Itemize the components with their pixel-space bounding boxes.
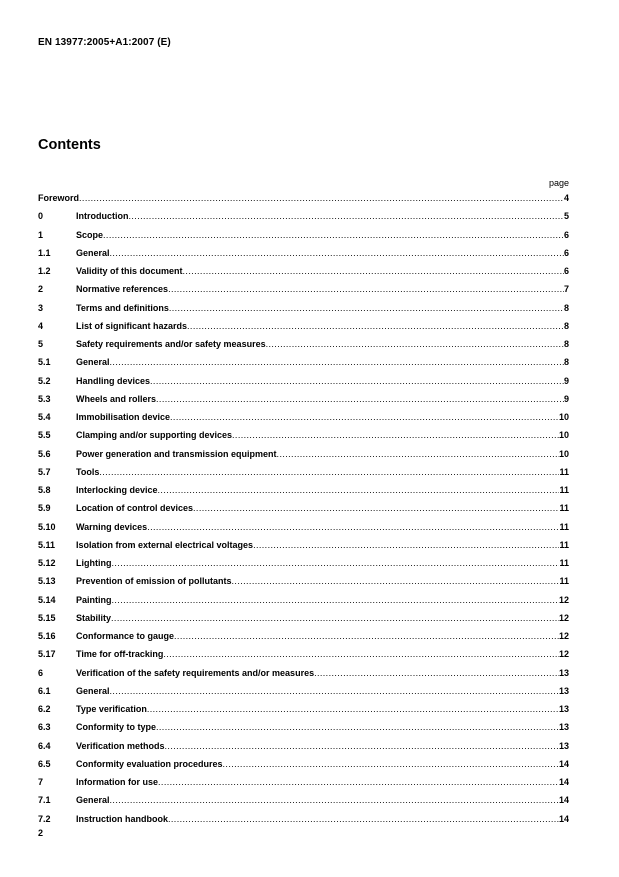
toc-entry-page: 6 (563, 266, 569, 276)
toc-entry-page: 9 (563, 375, 569, 386)
toc-entry-page: 13 (558, 667, 569, 678)
toc-entry-page: 14 (558, 795, 569, 806)
toc-entry-title: Wheels and rollers (76, 393, 157, 404)
toc-entry-number: 6.5 (38, 758, 51, 769)
toc-entry[interactable] (38, 412, 569, 430)
toc-entry-number: 1.1 (38, 247, 51, 258)
dot-leader (314, 668, 559, 678)
toc-entry-page: 12 (558, 594, 569, 605)
toc-entry[interactable] (38, 759, 569, 777)
toc-entry-title: Painting (76, 594, 112, 605)
toc-entry-page: 8 (563, 302, 569, 313)
toc-entry-page: 6 (563, 247, 569, 258)
toc-entry[interactable] (38, 777, 569, 795)
toc-entry-number: 7 (38, 777, 44, 787)
toc-entry[interactable] (38, 613, 569, 631)
toc-entry-title: Interlocking device (76, 485, 158, 495)
toc-entry-title: Scope (76, 229, 104, 240)
toc-entry-title: General (76, 357, 110, 368)
toc-entry-page: 14 (558, 813, 569, 824)
dot-leader (112, 558, 560, 568)
table-of-contents (38, 193, 569, 832)
toc-entry-page: 11 (559, 539, 569, 550)
toc-entry-number: 5.5 (38, 430, 51, 441)
toc-entry-page: 9 (563, 393, 569, 404)
toc-entry-number: 6 (38, 667, 44, 678)
toc-entry-number: 6.2 (38, 704, 51, 714)
document-header: EN 13977:2005+A1:2007 (E) (38, 37, 171, 48)
dot-leader (232, 430, 559, 440)
toc-entry-number: 7.2 (38, 813, 51, 824)
toc-entry-title: Conformity to type (76, 722, 156, 733)
toc-entry-title: General (76, 247, 110, 258)
toc-entry-number: 2 (38, 284, 44, 295)
toc-entry-title: Power generation and transmission equipment (76, 448, 277, 459)
page-title: Contents (38, 137, 101, 153)
toc-entry[interactable] (38, 522, 569, 540)
toc-entry-number: 5.7 (38, 466, 51, 477)
toc-entry-page: 12 (558, 612, 569, 623)
dot-leader (156, 722, 559, 732)
dot-leader (158, 485, 560, 495)
toc-entry-page: 11 (559, 558, 569, 568)
toc-entry-number: 5.3 (38, 393, 51, 404)
toc-entry-number: 5.8 (38, 485, 51, 495)
dot-leader (112, 595, 559, 605)
toc-entry[interactable] (38, 303, 569, 321)
toc-entry-title: Safety requirements and/or safety measures (76, 339, 266, 349)
toc-entry-title: Warning devices (76, 521, 148, 532)
toc-entry-title: Instruction handbook (76, 813, 168, 824)
toc-entry-page: 11 (559, 485, 569, 495)
dot-leader (187, 321, 564, 331)
dot-leader (169, 303, 564, 313)
toc-entry-title: General (76, 685, 110, 696)
toc-entry[interactable] (38, 540, 569, 558)
toc-entry-page: 12 (558, 631, 569, 641)
toc-entry-title: Verification of the safety requirements and/or measures (76, 667, 315, 678)
toc-entry[interactable] (38, 430, 569, 448)
toc-entry-number: 4 (38, 320, 44, 331)
toc-entry[interactable] (38, 722, 569, 740)
toc-entry-number: 5.1 (38, 357, 51, 368)
toc-entry-title: General (76, 795, 110, 806)
toc-entry[interactable] (38, 357, 569, 375)
toc-entry[interactable] (38, 394, 569, 412)
toc-entry-page: 14 (558, 777, 569, 787)
toc-entry-page: 13 (558, 740, 569, 751)
toc-entry[interactable] (38, 814, 569, 832)
toc-entry-title: Prevention of emission of pollutants (76, 576, 232, 587)
dot-leader (147, 522, 559, 532)
toc-entry[interactable] (38, 266, 569, 284)
toc-entry-page: 8 (563, 339, 569, 349)
toc-entry-number: 5.17 (38, 649, 56, 660)
toc-entry-page: 10 (558, 430, 569, 441)
toc-entry-number: 1.2 (38, 266, 51, 276)
dot-leader (110, 686, 559, 696)
toc-entry-page: 11 (559, 576, 569, 587)
dot-leader (147, 704, 559, 714)
toc-entry-page: 10 (558, 412, 569, 422)
toc-entry[interactable] (38, 686, 569, 704)
toc-entry[interactable] (38, 795, 569, 813)
toc-entry-number: 5.10 (38, 521, 56, 532)
toc-entry-title: Verification methods (76, 740, 165, 751)
toc-entry-page: 12 (558, 649, 569, 660)
toc-entry[interactable] (38, 503, 569, 521)
toc-entry-title: Lighting (76, 558, 112, 568)
toc-entry-number: 0 (38, 211, 44, 222)
toc-entry[interactable] (38, 485, 569, 503)
dot-leader (110, 795, 559, 805)
dot-leader (111, 613, 559, 623)
toc-entry[interactable] (38, 649, 569, 667)
dot-leader (150, 376, 564, 386)
toc-entry-number: 5.14 (38, 594, 56, 605)
toc-entry-title: Clamping and/or supporting devices (76, 430, 233, 441)
dot-leader (129, 211, 564, 221)
toc-entry-title: Conformity evaluation procedures (76, 758, 223, 769)
toc-entry[interactable] (38, 321, 569, 339)
toc-entry[interactable] (38, 467, 569, 485)
dot-leader (99, 467, 559, 477)
toc-entry-title: List of significant hazards (76, 320, 188, 331)
toc-entry-title: Normative references (76, 284, 169, 295)
toc-entry-number: 7.1 (38, 795, 51, 806)
dot-leader (165, 741, 559, 751)
page-number: 2 (38, 828, 44, 838)
toc-entry-page: 10 (558, 448, 569, 459)
dot-leader (168, 284, 564, 294)
toc-entry-number: 6.3 (38, 722, 51, 733)
toc-entry-page: 8 (563, 357, 569, 368)
toc-entry-title: Isolation from external electrical voltages (76, 539, 254, 550)
dot-leader (110, 248, 564, 258)
toc-entry-title: Location of control devices (76, 503, 194, 514)
toc-entry-page: 13 (558, 704, 569, 714)
toc-entry[interactable] (38, 576, 569, 594)
toc-entry-page: 11 (559, 466, 569, 477)
toc-entry-number: 5.16 (38, 631, 56, 641)
toc-entry-number: 5.11 (38, 539, 56, 550)
toc-entry-page: 11 (559, 521, 569, 532)
dot-leader (79, 193, 564, 203)
toc-entry-number: 5.13 (38, 576, 56, 587)
dot-leader (232, 576, 560, 586)
toc-entry-title: Immobilisation device (76, 412, 171, 422)
toc-entry-page: 13 (558, 685, 569, 696)
dot-leader (223, 759, 559, 769)
dot-leader (170, 412, 559, 422)
toc-entry-number: 5.6 (38, 448, 51, 459)
toc-entry-number: 1 (38, 229, 44, 240)
toc-entry-title: Information for use (76, 777, 159, 787)
toc-entry-number: 5.4 (38, 412, 51, 422)
toc-entry-number: 5 (38, 339, 44, 349)
toc-entry-number: 5.9 (38, 503, 51, 514)
toc-entry[interactable] (38, 741, 569, 759)
toc-entry[interactable] (38, 248, 569, 266)
toc-entry-title: Tools (76, 466, 100, 477)
toc-entry[interactable] (38, 449, 569, 467)
dot-leader (174, 631, 559, 641)
toc-entry-title: Time for off-tracking (76, 649, 164, 660)
toc-entry-page: 6 (563, 229, 569, 240)
dot-leader (156, 394, 564, 404)
toc-entry-number: 3 (38, 302, 44, 313)
dot-leader (193, 503, 559, 513)
toc-entry-page: 14 (558, 758, 569, 769)
toc-entry[interactable] (38, 376, 569, 394)
toc-entry-title: Foreword (38, 193, 80, 203)
toc-entry-title: Introduction (76, 211, 129, 222)
toc-entry[interactable] (38, 211, 569, 229)
toc-entry[interactable] (38, 230, 569, 248)
dot-leader (266, 339, 564, 349)
toc-entry[interactable] (38, 284, 569, 302)
toc-entry-title: Type verification (76, 704, 147, 714)
toc-entry-page: 4 (563, 193, 569, 203)
toc-entry[interactable] (38, 631, 569, 649)
dot-leader (168, 814, 559, 824)
toc-entry[interactable] (38, 193, 569, 211)
dot-leader (253, 540, 559, 550)
toc-entry[interactable] (38, 339, 569, 357)
toc-entry-title: Validity of this document (76, 266, 183, 276)
page-column-label: page (548, 178, 569, 188)
toc-entry[interactable] (38, 704, 569, 722)
toc-entry-number: 6.4 (38, 740, 51, 751)
toc-entry-number: 5.15 (38, 612, 56, 623)
toc-entry-page: 13 (558, 722, 569, 733)
toc-entry-number: 5.12 (38, 558, 56, 568)
dot-leader (103, 230, 564, 240)
toc-entry-page: 11 (559, 503, 569, 514)
toc-entry-title: Conformance to gauge (76, 631, 175, 641)
dot-leader (163, 649, 559, 659)
toc-entry-title: Stability (76, 612, 112, 623)
dot-leader (110, 357, 564, 367)
toc-entry[interactable] (38, 668, 569, 686)
toc-entry-number: 5.2 (38, 375, 51, 386)
toc-entry-page: 7 (563, 284, 569, 295)
dot-leader (183, 266, 564, 276)
toc-entry-number: 6.1 (38, 685, 51, 696)
dot-leader (277, 449, 559, 459)
toc-entry[interactable] (38, 558, 569, 576)
toc-entry-page: 8 (563, 320, 569, 331)
toc-entry[interactable] (38, 595, 569, 613)
toc-entry-title: Handling devices (76, 375, 151, 386)
toc-entry-page: 5 (563, 211, 569, 222)
toc-entry-title: Terms and definitions (76, 302, 169, 313)
dot-leader (158, 777, 559, 787)
